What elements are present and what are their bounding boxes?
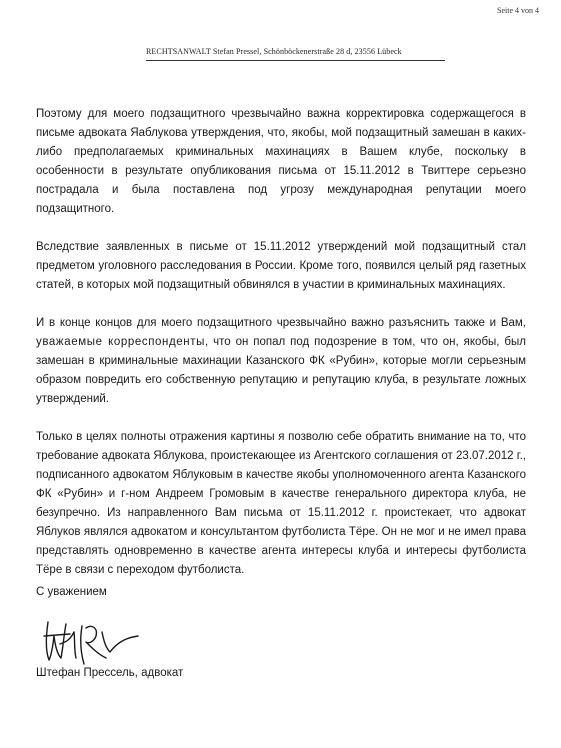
letter-body	[36, 105, 526, 599]
paragraph-2: Вследствие заявленных в письме от 15.11.2012 утверждений мой подзащитный стал предметом уголовного расследования в России. Кроме того, появился целый ряд газетных статей, в которых мой подзащитный обвинялся в участии в криминальных махинациях.	[36, 241, 526, 291]
letterhead: RECHTSANWALT Stefan Pressel, Schönböckenerstraße 28 d, 23556 Lübeck	[146, 47, 402, 56]
paragraph-1: Поэтому для моего подзащитного чрезвычайно важна корректировка содержащегося в письме адвоката Яаблукова утверждения, что, якобы, мой подзащитный замешан в каких-либо предполагаемых криминальных махинациях в Вашем клубе, поскольку в особенности в результате опубликования письма от 15.11.2012 в Твиттере серьезно пострадала и была поставлена под угрозу международная репутации моего подзащитного.	[36, 108, 526, 215]
closing-salutation: С уважением	[36, 586, 107, 598]
paragraph-4: Только в целях полноты отражения картины я позволю себе обратить внимание на то, что требование адвоката Яблукова, проистекающее из Агентского соглашения от 23.07.2012 г., подписанного адвокатом Яблуковым в качестве якобы уполномоченного агента Казанского ФК «Рубин» и г-ном Андреем Громовым в качестве генерального директора клуба, не безупречно. Из направленного Вам письма от 15.11.2012 г. проистекает, что адвокат Яблуков являлся адвокатом и консультантом футболиста Тёре. Он не мог и не имел права представлять одновременно в качестве агента интересы клуба и интересы футболиста Тёре в связи с переходом футболиста.	[36, 431, 526, 576]
paragraph-3-end: , что он попал под подозрение в том, что он, якобы, был замешан в криминальные махинации Казанского ФК «Рубин», которые могли серьезным образом повредить его собственную репутацию и репутацию клуба, в результате ложных утверждений.	[36, 336, 526, 405]
handwritten-signature	[40, 614, 150, 672]
paragraph-3-start: И в конце концов для моего подзащитного чрезвычайно важно разъяснить также и Вам,	[36, 317, 526, 329]
paragraph-3	[36, 314, 526, 409]
letterhead-rule	[146, 60, 445, 61]
signer-name: Штефан Прессель, адвокат	[36, 667, 184, 679]
page-number: Seite 4 von 4	[497, 6, 539, 15]
paragraph-3-emphasis: уважаемые корреспонденты	[36, 336, 205, 348]
